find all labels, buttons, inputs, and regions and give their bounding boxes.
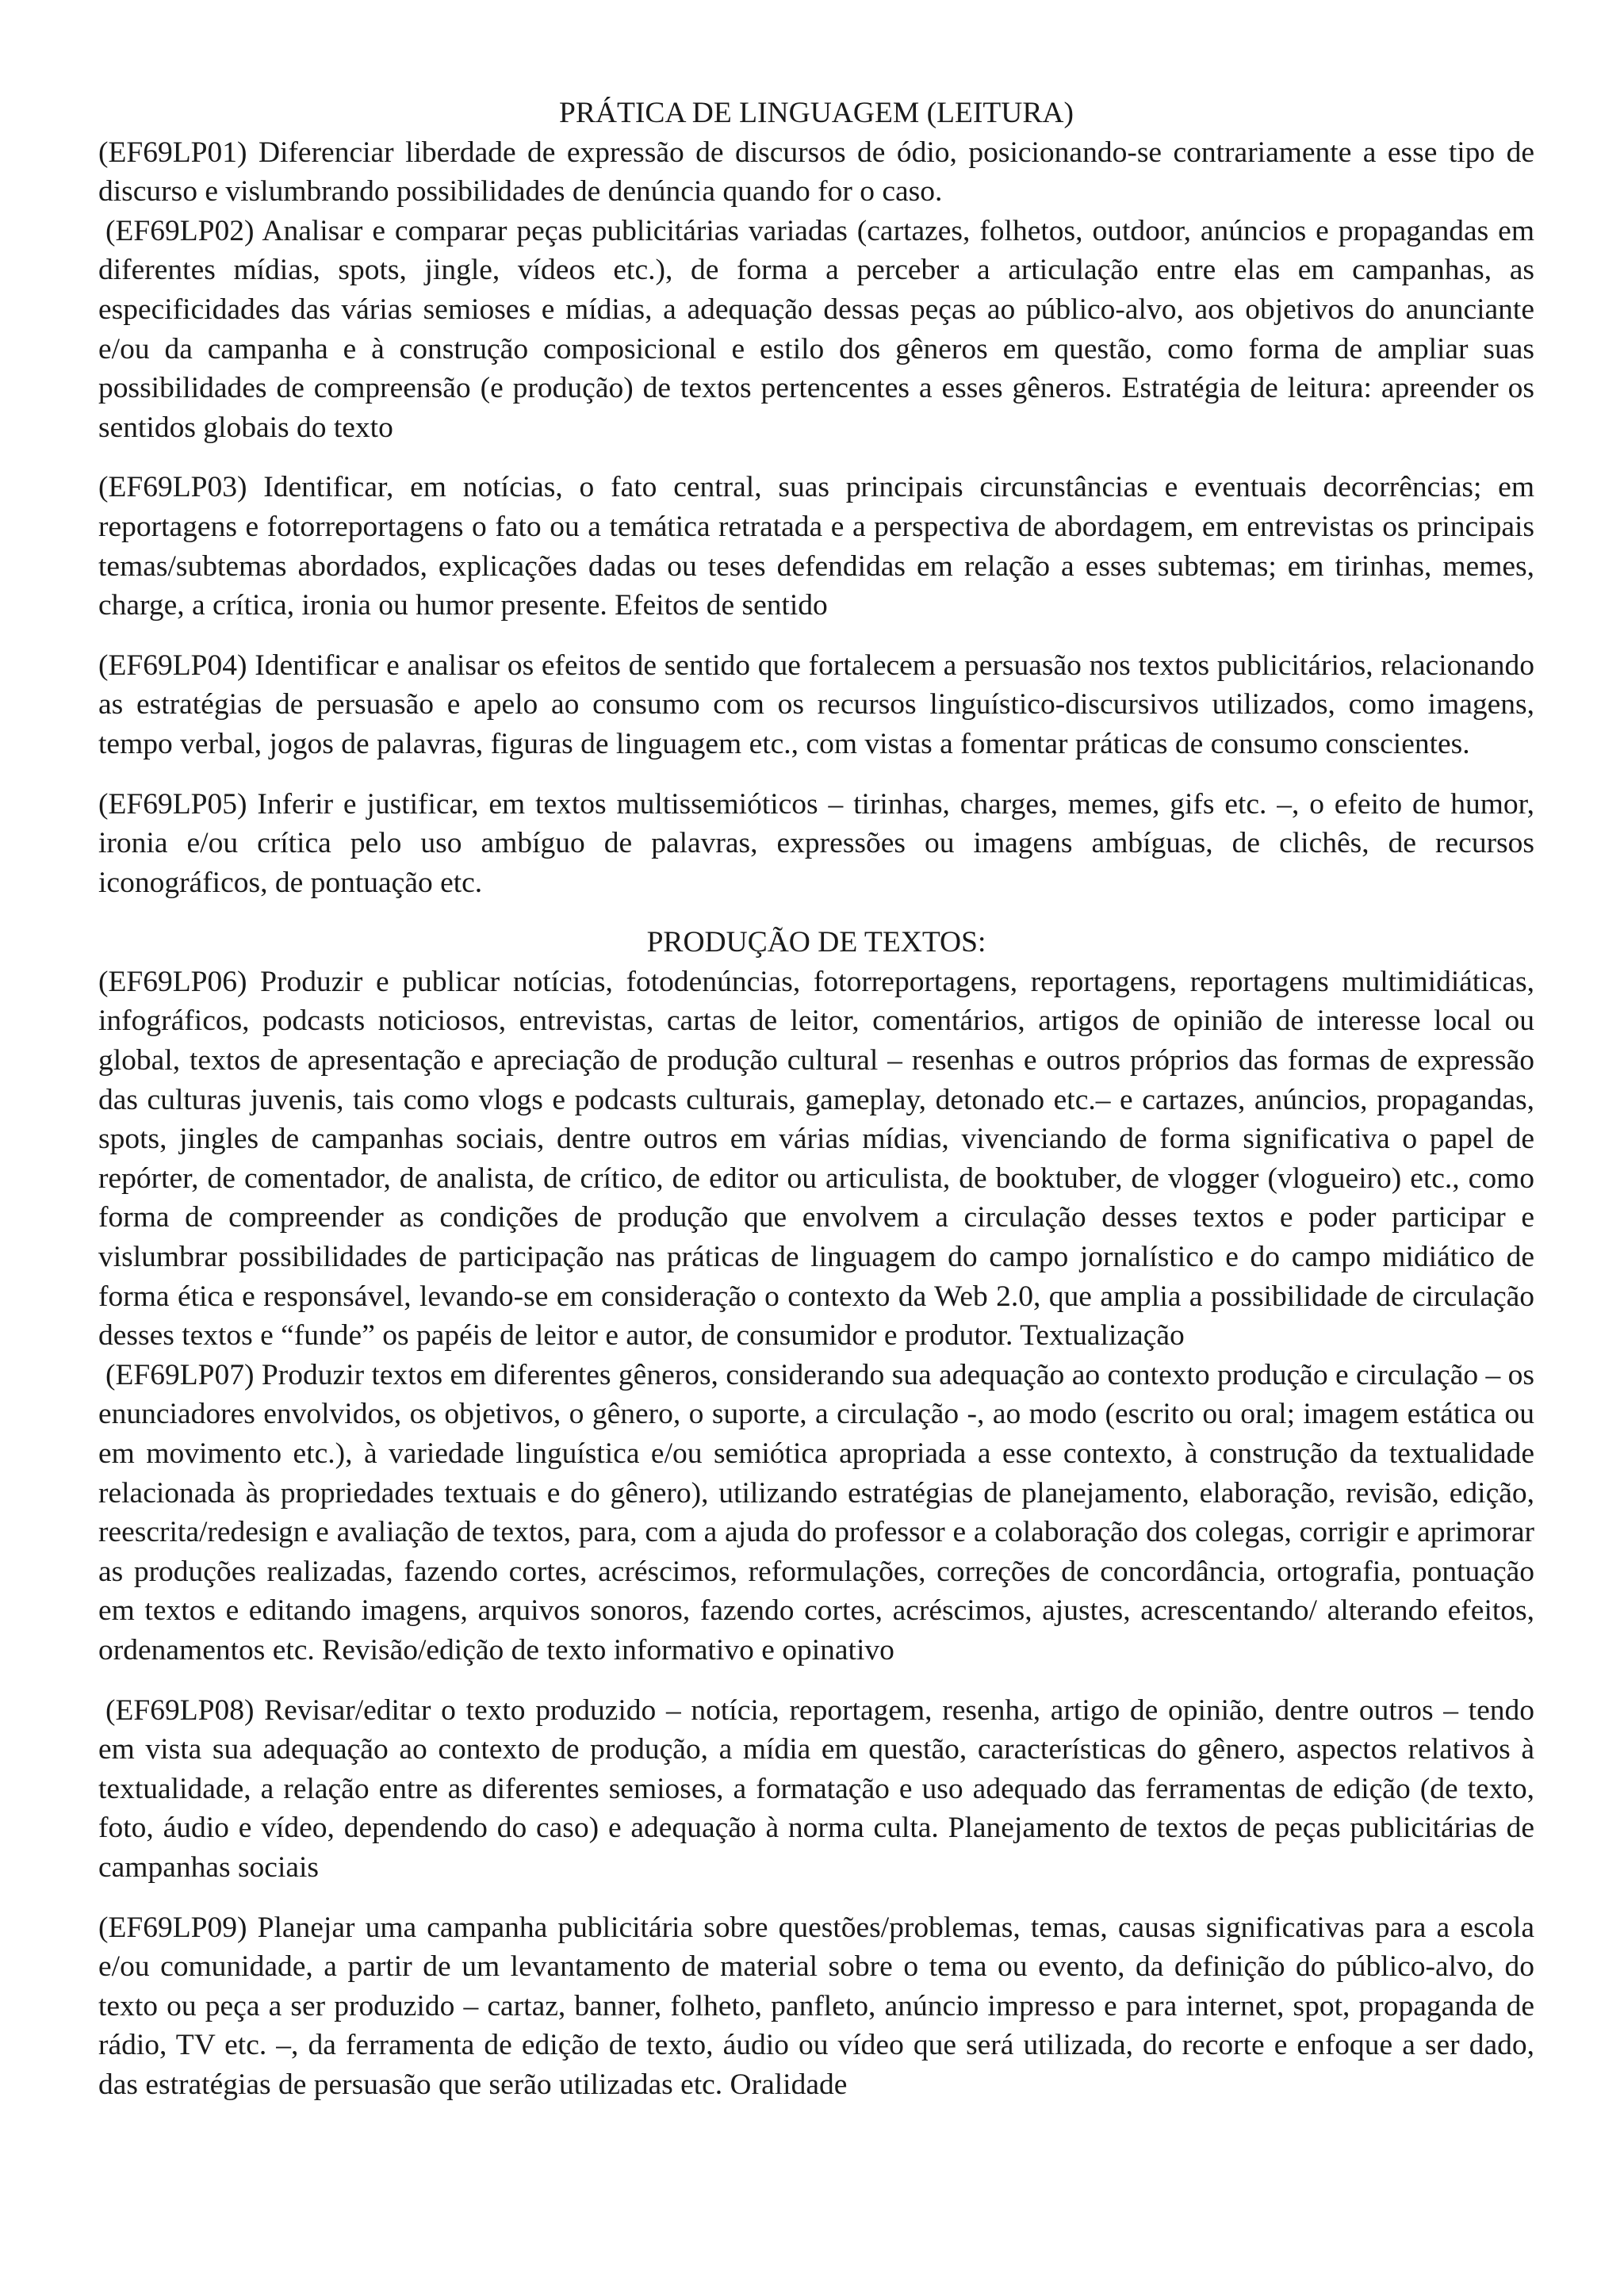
- section-heading-producao: PRODUÇÃO DE TEXTOS:: [646, 926, 986, 959]
- paragraph-ef69lp05: (EF69LP05) Inferir e justificar, em textos multissemióticos – tirinhas, charges, memes, gifs etc. –, o efeito de humor, ironia e/ou crítica pelo uso ambíguo de palavras, expressões ou imagens ambíguas, de clichês, de recursos iconográficos, de pontuação etc.: [98, 787, 1534, 899]
- paragraph-ef69lp03: (EF69LP03) Identificar, em notícias, o fato central, suas principais circunstâncias e eventuais decorrências; em reportagens e fotorreportagens o fato ou a temática retratada e a perspectiva de abordagem, em entrevistas os principais temas/subtemas abordados, explicações dadas ou teses defendidas em relação a esses subtemas; em tirinhas, memes, charge, a crítica, ironia ou humor presente. Efeitos de sentido: [98, 471, 1534, 622]
- paragraph-ef69lp04: (EF69LP04) Identificar e analisar os efeitos de sentido que fortalecem a persuasão nos textos publicitários, relacionando as estratégias de persuasão e apelo ao consumo com os recursos linguístico-discursivos utilizados, como imagens, tempo verbal, jogos de palavras, figuras de linguagem etc., com vistas a fomentar práticas de consumo conscientes.: [98, 649, 1534, 760]
- paragraph-ef69lp08: (EF69LP08) Revisar/editar o texto produzido – notícia, reportagem, resenha, artigo de opinião, dentre outros – tendo em vista sua adequação ao contexto de produção, a mídia em questão, características do gênero, aspectos relativos à textualidade, a relação entre as diferentes semioses, a formatação e uso adequado das ferramentas de edição (de texto, foto, áudio e vídeo, dependendo do caso) e adequação à norma culta. Planejamento de textos de peças publicitárias de campanhas sociais: [98, 1693, 1534, 1884]
- paragraph-ef69lp01: (EF69LP01) Diferenciar liberdade de expressão de discursos de ódio, posicionando-se contrariamente a esse tipo de discurso e vislumbrando possibilidades de denúncia quando for o caso.: [98, 136, 1534, 209]
- paragraph-ef69lp07: (EF69LP07) Produzir textos em diferentes gêneros, considerando sua adequação ao contexto produção e circulação – os enunciadores envolvidos, os objetivos, o gênero, o suporte, a circulação -, ao modo (escrito ou oral; imagem estática ou em movimento etc.), à variedade linguística e/ou semiótica apropriada a esse contexto, à construção da textualidade relacionada às propriedades textuais e do gênero), utilizando estratégias de planejamento, elaboração, revisão, edição, reescrita/redesign e avaliação de textos, para, com a ajuda do professor e a colaboração dos colegas, corrigir e aprimorar as produções realizadas, fazendo cortes, acréscimos, reformulações, correções de concordância, ortografia, pontuação em textos e editando imagens, arquivos sonoros, fazendo cortes, acréscimos, ajustes, acrescentando/ alterando efeitos, ordenamentos etc. Revisão/edição de texto informativo e opinativo: [98, 1358, 1534, 1667]
- paragraph-ef69lp06: (EF69LP06) Produzir e publicar notícias, fotodenúncias, fotorreportagens, reportagens, reportagens multimidiáticas, infográficos, podcasts noticiosos, entrevistas, cartas de leitor, comentários, artigos de opinião de interesse local ou global, textos de apresentação e apreciação de produção cultural – resenhas e outros próprios das formas de expressão das culturas juvenis, tais como vlogs e podcasts culturais, gameplay, detonado etc.– e cartazes, anúncios, propagandas, spots, jingles de campanhas sociais, dentre outros em várias mídias, vivenciando de forma significativa o papel de repórter, de comentador, de analista, de crítico, de editor ou articulista, de booktuber, de vlogger (vlogueiro) etc., como forma de compreender as condições de produção que envolvem a circulação desses textos e poder participar e vislumbrar possibilidades de participação nas práticas de linguagem do campo jornalístico e do campo midiático de forma ética e responsável, levando-se em consideração o contexto da Web 2.0, que amplia a possibilidade de circulação desses textos e “funde” os papéis de leitor e autor, de consumidor e produtor. Textualização: [98, 965, 1534, 1353]
- paragraph-ef69lp02: (EF69LP02) Analisar e comparar peças publicitárias variadas (cartazes, folhetos, outdoor, anúncios e propagandas em diferentes mídias, spots, jingle, vídeos etc.), de forma a perceber a articulação entre elas em campanhas, as especificidades das várias semioses e mídias, a adequação dessas peças ao público-alvo, aos objetivos do anunciante e/ou da campanha e à construção composicional e estilo dos gêneros em questão, como forma de ampliar suas possibilidades de compreensão (e produção) de textos pertencentes a esses gêneros. Estratégia de leitura: apreender os sentidos globais do texto: [98, 214, 1534, 444]
- section-heading-leitura: PRÁTICA DE LINGUAGEM (LEITURA): [559, 97, 1074, 129]
- paragraph-ef69lp09: (EF69LP09) Planejar uma campanha publicitária sobre questões/problemas, temas, causas significativas para a escola e/ou comunidade, a partir de um levantamento de material sobre o tema ou evento, da definição do público-alvo, do texto ou peça a ser produzido – cartaz, banner, folheto, panfleto, anúncio impresso e para internet, spot, propaganda de rádio, TV etc. –, da ferramenta de edição de texto, áudio ou vídeo que será utilizada, do recorte e enfoque a ser dado, das estratégias de persuasão que serão utilizadas etc. Oralidade: [98, 1911, 1534, 2101]
